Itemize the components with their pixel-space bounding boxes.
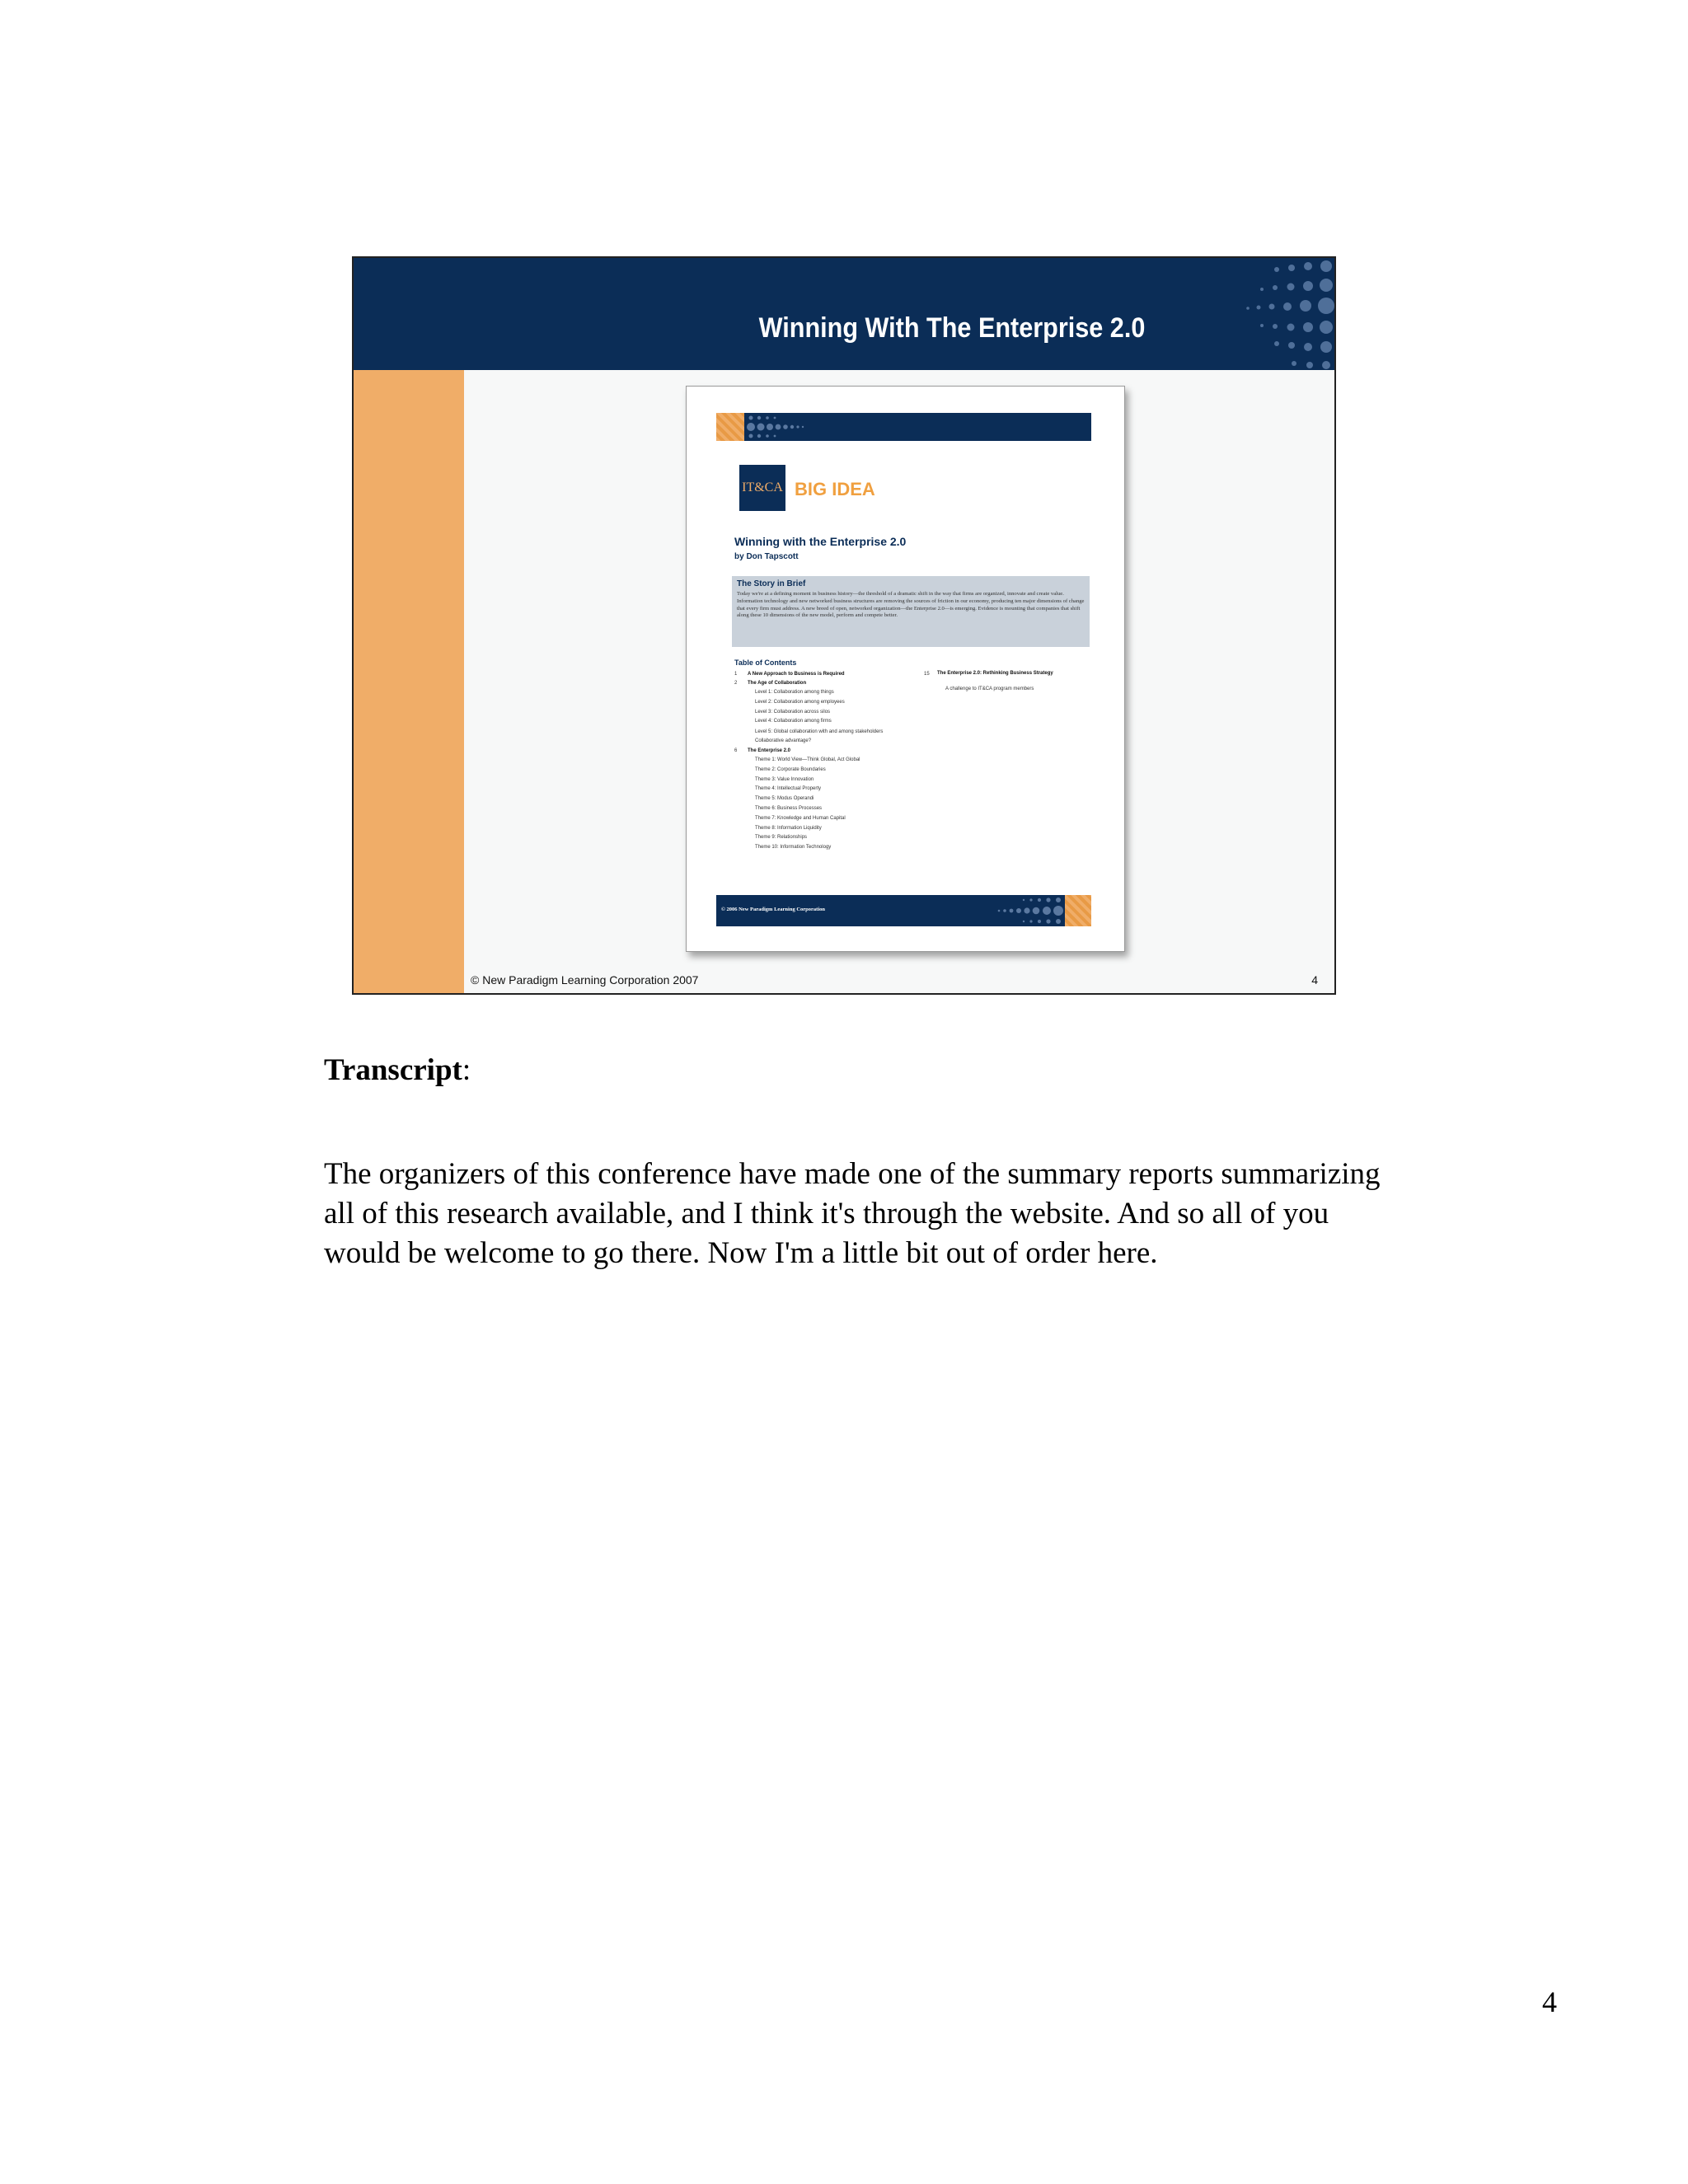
toc-entry: 2 The Age of Collaboration: [734, 681, 807, 686]
slide: [352, 256, 1336, 995]
toc-entry: Level 3: Collaboration across silos: [755, 709, 831, 715]
slide-copyright: © New Paradigm Learning Corporation 2007: [471, 973, 699, 987]
toc-entry: Theme 5: Modus Operandi: [755, 796, 814, 802]
toc-entry: Collaborative advantage?: [755, 738, 812, 744]
toc-entry: Theme 7: Knowledge and Human Capital: [755, 815, 846, 821]
toc-entry: Level 2: Collaboration among employees: [755, 699, 845, 705]
toc-entry: 15 The Enterprise 2.0: Rethinking Business Strategy: [924, 671, 1053, 677]
toc-entry: Theme 3: Value Innovation: [755, 776, 814, 782]
toc-entry: Theme 1: World View—Think Global, Act Global: [755, 757, 860, 762]
report-top-band: [716, 413, 1091, 441]
big-idea-label: BIG IDEA: [795, 479, 875, 499]
itca-logo: IT&CA: [739, 465, 785, 511]
transcript-label: Transcript:: [324, 1053, 471, 1087]
report-author: by Don Tapscott: [734, 552, 799, 561]
story-in-brief-text: Today we're at a defining moment in business history—the threshold of a dramatic shift in the way that firms are organized, innovate and create value. Information technology and new networked business structures are removing the sources of friction in our economy, producing ten major dimensions of change that every firm must address. A new breed of open, networked organization—the Enterprise 2.0—is emerging. Evidence is mounting that companies that shift along these 10 dimensions of the new model, perform and compete better.: [737, 591, 1085, 619]
toc-entry: Theme 10: Information Technology: [755, 845, 832, 851]
slide-title: Winning With The Enterprise 2.0: [758, 312, 1146, 344]
decorative-dots-icon: [746, 413, 812, 441]
toc-left-column: [734, 670, 940, 853]
toc-entry: 6 The Enterprise 2.0: [734, 748, 791, 753]
toc-heading: Table of Contents: [734, 658, 797, 667]
story-in-brief-box: [732, 576, 1090, 647]
toc-entry: A challenge to IT&CA program members: [945, 687, 1034, 691]
slide-number: 4: [1311, 973, 1318, 987]
report-thumbnail: [686, 386, 1125, 952]
report-copyright: © 2006 New Paradigm Learning Corporation: [721, 907, 826, 912]
toc-entry: Theme 9: Relationships: [755, 835, 808, 841]
toc-entry: Level 1: Collaboration among things: [755, 690, 834, 695]
slide-header: [354, 258, 1334, 370]
toc-entry: Theme 8: Information Liquidity: [755, 825, 822, 831]
toc-entry: Theme 4: Intellectual Property: [755, 786, 822, 792]
decorative-dots-icon: [981, 895, 1063, 926]
toc-right-column: [924, 670, 1089, 693]
slide-accent-bar: [354, 370, 464, 995]
report-bottom-band: [716, 895, 1091, 926]
story-in-brief-heading: The Story in Brief: [737, 579, 806, 588]
toc-entry: Theme 6: Business Processes: [755, 805, 823, 811]
toc-entry: Level 4: Collaboration among firms: [755, 719, 832, 724]
report-title: Winning with the Enterprise 2.0: [734, 535, 907, 548]
toc-entry: Level 5: Global collaboration with and among stakeholders: [755, 729, 884, 735]
toc-entry: 1 A New Approach to Business is Required: [734, 672, 845, 677]
page-number: 4: [1542, 1985, 1557, 2018]
transcript-text: The organizers of this conference have made one of the summary reports summarizing all of this research available, and I think it's through the website. And so all of you would be welcome to go there. Now I'm a little bit out of order here.: [324, 1157, 1381, 1270]
toc-entry: Theme 2: Corporate Boundaries: [755, 766, 826, 772]
